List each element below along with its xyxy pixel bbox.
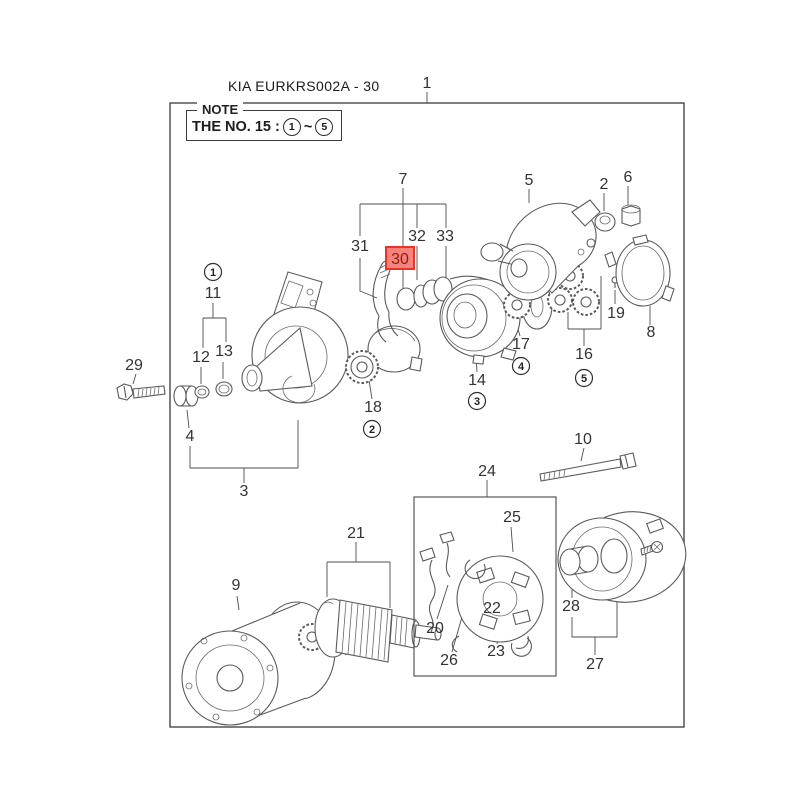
group-marker-1-label[interactable]: 1 bbox=[209, 267, 217, 279]
callout-18[interactable]: 18 bbox=[364, 399, 382, 416]
callout-3[interactable]: 3 bbox=[239, 483, 249, 500]
group-marker-2[interactable] bbox=[364, 421, 381, 438]
note-tilde: ~ bbox=[303, 119, 313, 135]
callout-33[interactable]: 33 bbox=[436, 228, 454, 245]
group-marker-5-label[interactable]: 5 bbox=[580, 373, 588, 385]
note-legend: NOTE bbox=[197, 102, 243, 117]
callout-23[interactable]: 23 bbox=[487, 643, 505, 660]
callout-12[interactable]: 12 bbox=[192, 349, 210, 366]
group-marker-5[interactable] bbox=[576, 370, 593, 387]
callout-27[interactable]: 27 bbox=[586, 656, 604, 673]
note-circled-to: 5 bbox=[315, 118, 333, 136]
callout-22[interactable]: 22 bbox=[483, 600, 501, 617]
callout-16[interactable]: 16 bbox=[575, 346, 593, 363]
callout-19[interactable]: 19 bbox=[607, 305, 625, 322]
bushing-4-drawing bbox=[174, 386, 198, 406]
group-marker-3[interactable] bbox=[469, 393, 486, 410]
group-marker-2-label[interactable]: 2 bbox=[368, 424, 376, 436]
nut-6-drawing bbox=[622, 205, 640, 226]
ball-30-drawing bbox=[397, 288, 415, 310]
callout-14[interactable]: 14 bbox=[468, 372, 486, 389]
callout-10[interactable]: 10 bbox=[574, 431, 592, 448]
callout-13[interactable]: 13 bbox=[215, 343, 233, 360]
group-marker-4[interactable] bbox=[513, 358, 530, 375]
group-marker-1[interactable] bbox=[205, 264, 222, 281]
clutch-18-drawing bbox=[346, 326, 422, 383]
callout-25[interactable]: 25 bbox=[503, 509, 521, 526]
callout-11[interactable]: 11 bbox=[204, 285, 222, 302]
washer-12-drawing bbox=[195, 386, 209, 398]
callout-21[interactable]: 21 bbox=[347, 525, 365, 542]
rear-bracket-27-drawing bbox=[558, 505, 692, 610]
group-marker-3-label[interactable]: 3 bbox=[473, 396, 481, 408]
note-circled-from: 1 bbox=[283, 118, 301, 136]
callout-17[interactable]: 17 bbox=[512, 336, 530, 353]
callout-5[interactable]: 5 bbox=[524, 172, 534, 189]
washer-13-drawing bbox=[216, 382, 232, 396]
bolt-29-drawing bbox=[117, 384, 165, 400]
callout-29[interactable]: 29 bbox=[125, 357, 143, 374]
callout-8[interactable]: 8 bbox=[646, 324, 656, 341]
through-bolt-10-drawing bbox=[540, 453, 636, 481]
callout-20[interactable]: 20 bbox=[426, 620, 444, 637]
callout-30[interactable]: 30 bbox=[391, 251, 409, 268]
callout-31[interactable]: 31 bbox=[351, 238, 369, 255]
note-box bbox=[186, 102, 342, 141]
yoke-9-drawing bbox=[182, 602, 335, 725]
drive-housing-drawing bbox=[242, 272, 348, 403]
diagram-title: KIA EURKRS002A - 30 bbox=[228, 78, 380, 94]
callout-24[interactable]: 24 bbox=[478, 463, 496, 480]
group-marker-4-label[interactable]: 4 bbox=[517, 361, 525, 373]
callout-9[interactable]: 9 bbox=[231, 577, 241, 594]
callout-6[interactable]: 6 bbox=[623, 169, 633, 186]
callout-7[interactable]: 7 bbox=[398, 171, 408, 188]
callout-26[interactable]: 26 bbox=[440, 652, 458, 669]
callout-2[interactable]: 2 bbox=[599, 176, 609, 193]
callout-32[interactable]: 32 bbox=[408, 228, 426, 245]
callout-28[interactable]: 28 bbox=[562, 598, 580, 615]
washer-2-drawing bbox=[595, 213, 615, 231]
note-text: THE NO. 15 : bbox=[192, 119, 280, 135]
callout-4[interactable]: 4 bbox=[185, 428, 195, 445]
callout-1[interactable]: 1 bbox=[422, 75, 432, 92]
highlighted-callout-30[interactable] bbox=[386, 247, 414, 269]
